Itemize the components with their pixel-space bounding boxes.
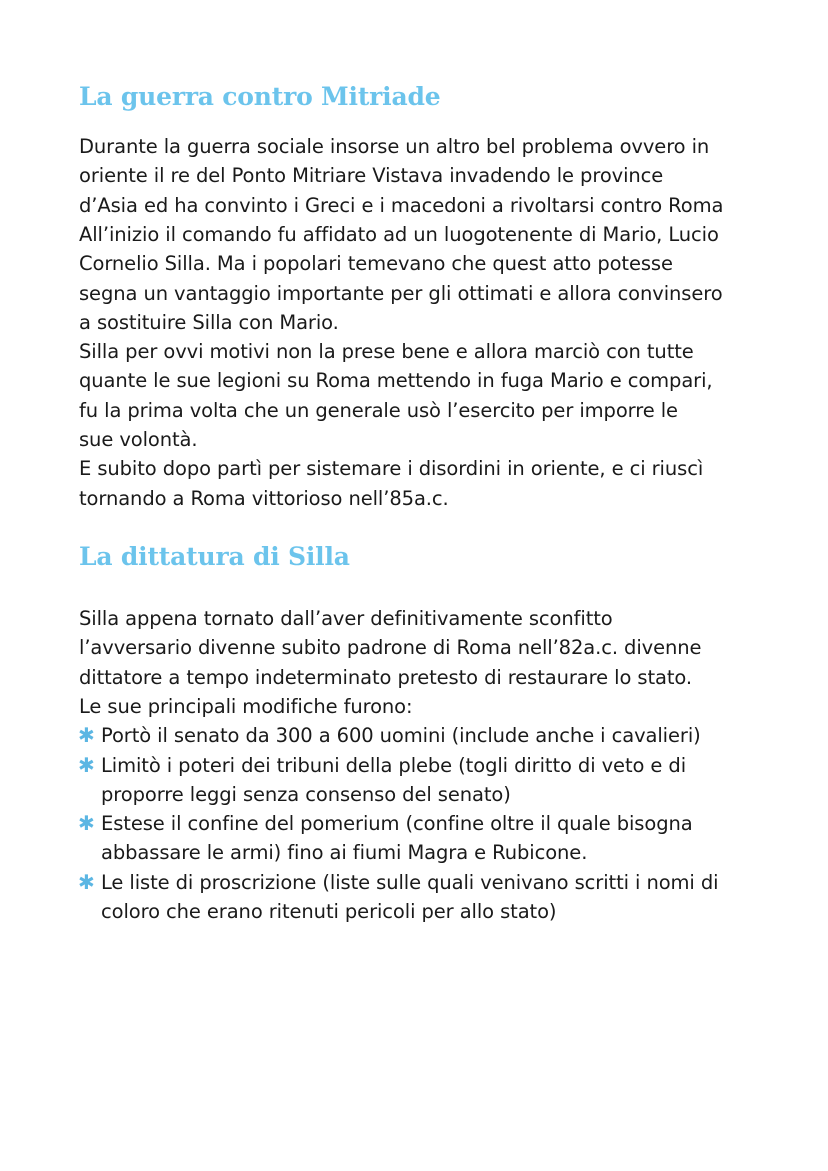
- paragraph-line: fu la prima volta che un generale usò l’esercito per imporre le: [79, 398, 678, 422]
- asterisk-bullet-icon: ✱: [78, 723, 95, 748]
- paragraph-line: quante le sue legioni su Roma mettendo in fuga Mario e compari,: [79, 369, 713, 393]
- paragraph-line: Silla per ovvi motivi non la prese bene e allora marciò con tutte: [79, 340, 694, 364]
- list-item-continuation: abbassare le armi) fino ai fiumi Magra e Rubicone.: [101, 841, 588, 865]
- section-title-mitriade: La guerra contro Mitriade: [79, 82, 441, 111]
- paragraph-line: All’inizio il comando fu affidato ad un luogotenente di Mario, Lucio: [79, 222, 719, 246]
- list-item: Estese il confine del pomerium (confine oltre il quale bisogna: [101, 812, 693, 836]
- asterisk-bullet-icon: ✱: [78, 811, 95, 836]
- paragraph-line: oriente il re del Ponto Mitriare Vistava invadendo le province: [79, 164, 664, 188]
- paragraph-line: E subito dopo partì per sistemare i disordini in oriente, e ci riuscì: [79, 457, 704, 481]
- paragraph-line: tornando a Roma vittorioso nell’85a.c.: [79, 486, 449, 510]
- paragraph-line: dittatore a tempo indeterminato pretesto di restaurare lo stato.: [79, 665, 692, 689]
- paragraph-line: Silla appena tornato dall’aver definitivamente sconfitto: [79, 607, 613, 630]
- paragraph-line: Cornelio Silla. Ma i popolari temevano che quest atto potesse: [79, 252, 673, 276]
- asterisk-bullet-icon: ✱: [78, 869, 95, 894]
- list-item: Le liste di proscrizione (liste sulle quali venivano scritti i nomi di: [101, 870, 719, 894]
- section-title-dittatura: La dittatura di Silla: [79, 542, 350, 571]
- paragraph-line: Durante la guerra sociale insorse un altro bel problema ovvero in: [79, 135, 710, 158]
- asterisk-bullet-icon: ✱: [78, 752, 95, 777]
- list-item: Limitò i poteri dei tribuni della plebe (togli diritto di veto e di: [101, 753, 687, 777]
- paragraph-line: segna un vantaggio importante per gli ottimati e allora convinsero: [79, 281, 723, 305]
- paragraph-line: Le sue principali modifiche furono:: [79, 694, 413, 718]
- paragraph-line: d’Asia ed ha convinto i Greci e i macedoni a rivoltarsi contro Roma: [79, 193, 724, 217]
- paragraph-line: a sostituire Silla con Mario.: [79, 310, 339, 334]
- paragraph-line: l’avversario divenne subito padrone di Roma nell’82a.c. divenne: [79, 636, 702, 660]
- list-item-continuation: coloro che erano ritenuti pericoli per allo stato): [101, 900, 557, 923]
- list-item-continuation: proporre leggi senza consenso del senato): [101, 782, 511, 806]
- paragraph-line: sue volontà.: [79, 428, 198, 451]
- list-item: Portò il senato da 300 a 600 uomini (include anche i cavalieri): [101, 724, 701, 748]
